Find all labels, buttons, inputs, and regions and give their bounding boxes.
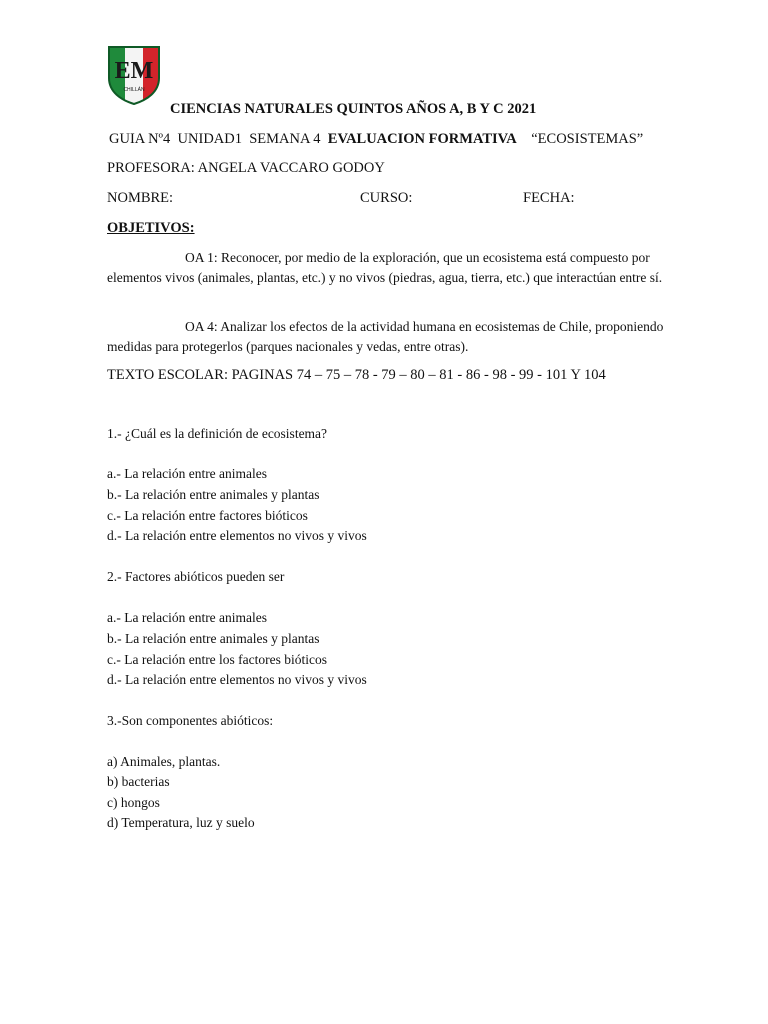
question-1-option-c: c.- La relación entre factores bióticos [107,508,308,523]
document-title: CIENCIAS NATURALES QUINTOS AÑOS A, B Y C 2021 [170,101,537,117]
question-2-option-b: b.- La relación entre animales y plantas [107,631,320,646]
guide-line [109,131,643,148]
evaluation-type: EVALUACION FORMATIVA [327,131,517,147]
svg-text:EM: EM [114,58,154,84]
week-label: SEMANA 4 [249,131,321,147]
unit-label: UNIDAD1 [177,131,242,147]
objective-oa4: OA 4: Analizar los efectos de la actividad humana en ecosistemas de Chile, proponiendo medidas para protegerlos (parques nacionales y vedas, entre otras). [107,319,664,354]
question-3-option-a: a) Animales, plantas. [107,754,221,769]
question-3-option-b: b) bacterias [107,774,170,789]
course-field-label: CURSO: [360,190,413,206]
question-3-option-c: c) hongos [107,795,160,810]
question-1-option-d: d.- La relación entre elementos no vivos y vivos [107,528,367,543]
topic-label: “ECOSISTEMAS” [531,131,644,147]
svg-text:CHILLÁN: CHILLÁN [123,87,145,93]
teacher-line: PROFESORA: ANGELA VACCARO GODOY [107,160,385,176]
question-2-option-a: a.- La relación entre animales [107,610,268,625]
objectives-heading: OBJETIVOS: [107,220,195,236]
question-3: 3.-Son componentes abióticos: [107,713,274,728]
textbook-pages: TEXTO ESCOLAR: PAGINAS 74 – 75 – 78 - 79 – 80 – 81 - 86 - 98 - 99 - 101 Y 104 [107,367,606,383]
question-3-option-d: d) Temperatura, luz y suelo [107,815,255,830]
school-logo [105,44,163,106]
question-2-option-d: d.- La relación entre elementos no vivos y vivos [107,672,367,687]
question-1-option-a: a.- La relación entre animales [107,466,268,481]
objective-oa1: OA 1: Reconocer, por medio de la exploración, que un ecosistema está compuesto por elementos vivos (animales, plantas, etc.) y no vivos (piedras, agua, tierra, etc.) que interactúan entre sí. [107,250,663,285]
date-field-label: FECHA: [523,190,575,206]
guide-number: GUIA Nº4 [109,131,171,147]
question-1: 1.- ¿Cuál es la definición de ecosistema? [107,426,328,441]
question-1-option-b: b.- La relación entre animales y plantas [107,487,320,502]
question-2: 2.- Factores abióticos pueden ser [107,569,285,584]
question-2-option-c: c.- La relación entre los factores bióticos [107,652,328,667]
name-field-label: NOMBRE: [107,190,174,206]
